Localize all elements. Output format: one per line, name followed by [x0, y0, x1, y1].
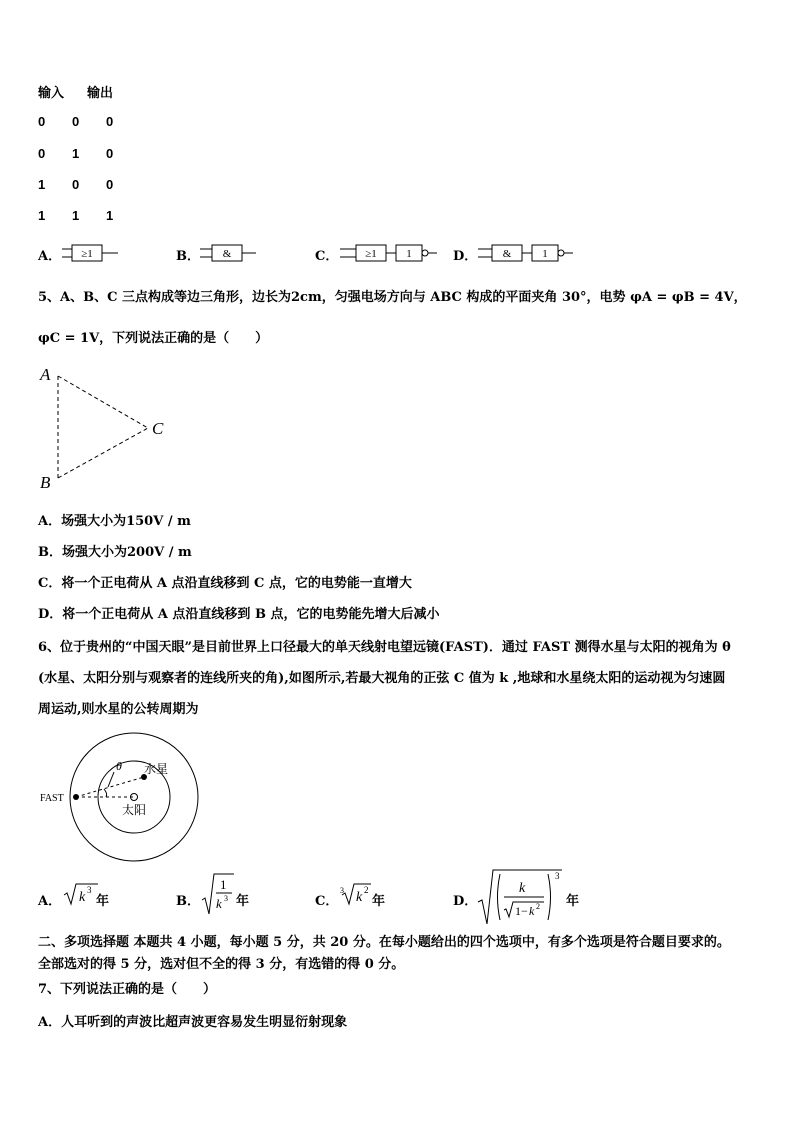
q6-option-d-label: D．: [453, 894, 478, 909]
gate-label: ≥1: [81, 248, 93, 260]
q5-option-c: C．将一个正电荷从 A 点沿直线移到 C 点，它的电势能一直增大: [38, 576, 412, 591]
theta-label: θ: [116, 759, 122, 773]
table-cell: 1: [72, 146, 80, 161]
table-cell: 0: [106, 146, 114, 161]
nor-gate-symbol: [340, 243, 440, 263]
q4-option-b-label: B．: [176, 249, 200, 264]
table-cell: 1: [106, 208, 114, 223]
svg-text:3: 3: [224, 894, 228, 903]
svg-text:2: 2: [536, 902, 540, 911]
q4-option-c-label: C．: [315, 249, 339, 264]
point-b-label: B: [40, 473, 51, 492]
q5-stem-line1: 5、A、B、C 三点构成等边三角形，边长为2cm，匀强电场方向与 ABC 构成的平面夹角 30°，电势 φA = φB = 4V，: [38, 290, 747, 305]
q5-option-d: D．将一个正电荷从 A 点沿直线移到 B 点，它的电势能先增大后减小: [38, 607, 440, 622]
q6-stem-line3: 周运动,则水星的公转周期为: [38, 702, 199, 717]
table-cell: 0: [72, 114, 80, 129]
year-unit: 年: [96, 894, 110, 909]
point-a-label: A: [40, 365, 51, 384]
formula-sqrt-k3: [62, 878, 100, 908]
svg-text:2: 2: [364, 885, 369, 895]
truth-table-header-input: 输入: [38, 86, 65, 101]
table-cell: 1: [38, 177, 46, 192]
gate-label: 1: [542, 248, 548, 260]
q4-option-d-label: D．: [453, 249, 478, 264]
year-unit: 年: [372, 894, 386, 909]
fast-label: FAST: [40, 793, 64, 804]
sun-label: 太阳: [122, 803, 147, 817]
year-unit: 年: [566, 894, 580, 909]
table-cell: 0: [106, 114, 114, 129]
svg-text:1: 1: [220, 877, 227, 892]
table-cell: 0: [38, 146, 46, 161]
and-gate-symbol: [200, 243, 260, 263]
gate-label: ≥1: [365, 248, 377, 260]
gate-label: &: [502, 248, 512, 260]
table-cell: 0: [38, 114, 46, 129]
svg-text:3: 3: [340, 886, 344, 895]
q5-option-b: B．场强大小为200V / m: [38, 545, 192, 560]
gate-label: 1: [406, 248, 412, 260]
table-cell: 1: [38, 208, 46, 223]
table-cell: 0: [106, 177, 114, 192]
q6-option-a-label: A．: [38, 894, 62, 909]
orbit-figure: [36, 730, 236, 870]
mercury-label: 水星: [144, 762, 169, 776]
q7-stem: 7、下列说法正确的是（ ）: [38, 982, 217, 997]
svg-text:1−: 1−: [515, 904, 528, 918]
truth-table-header-output: 输出: [87, 86, 114, 101]
svg-text:3: 3: [555, 871, 560, 881]
table-cell: 0: [72, 177, 80, 192]
section2-heading-line1: 二、多项选择题 本题共 4 小题，每小题 5 分，共 20 分。在每小题给出的四个选项中，有多个选项是符合题目要求的。: [38, 935, 730, 950]
q6-stem-line1: 6、位于贵州的“中国天眼”是目前世界上口径最大的单天线射电望远镜(FAST)．通过 FAST 测得水星与太阳的视角为 θ: [38, 640, 731, 655]
q6-option-c-label: C．: [315, 894, 339, 909]
svg-text:k: k: [79, 890, 86, 905]
gate-label: &: [222, 248, 232, 260]
table-cell: 1: [72, 208, 80, 223]
q4-option-a-label: A．: [38, 249, 62, 264]
formula-sqrt-ratio-cubed: [476, 866, 566, 928]
formula-cbrt-k2: [339, 878, 373, 908]
formula-sqrt-inv-k3: [200, 872, 236, 916]
svg-text:k: k: [529, 904, 535, 918]
svg-text:3: 3: [87, 885, 92, 895]
section2-heading-line2: 全部选对的得 5 分，选对但不全的得 3 分，有选错的得 0 分。: [38, 957, 405, 972]
or-gate-symbol: [62, 243, 122, 263]
q5-option-a: A．场强大小为150V / m: [38, 514, 191, 529]
svg-text:k: k: [356, 890, 363, 905]
nand-gate-symbol: [478, 243, 578, 263]
svg-text:k: k: [519, 881, 526, 896]
q6-stem-line2: (水星、太阳分别与观察者的连线所夹的角),如图所示,若最大视角的正弦 C 值为 k ,地球和水星绕太阳的运动视为匀速圆: [38, 671, 726, 686]
year-unit: 年: [236, 894, 250, 909]
q7-option-a: A．人耳听到的声波比超声波更容易发生明显衍射现象: [38, 1015, 348, 1030]
svg-text:k: k: [216, 896, 222, 911]
q6-option-b-label: B．: [176, 894, 200, 909]
point-c-label: C: [152, 419, 164, 438]
triangle-figure: [36, 362, 176, 492]
q5-stem-line2: φC = 1V，下列说法正确的是（ ）: [38, 331, 269, 346]
